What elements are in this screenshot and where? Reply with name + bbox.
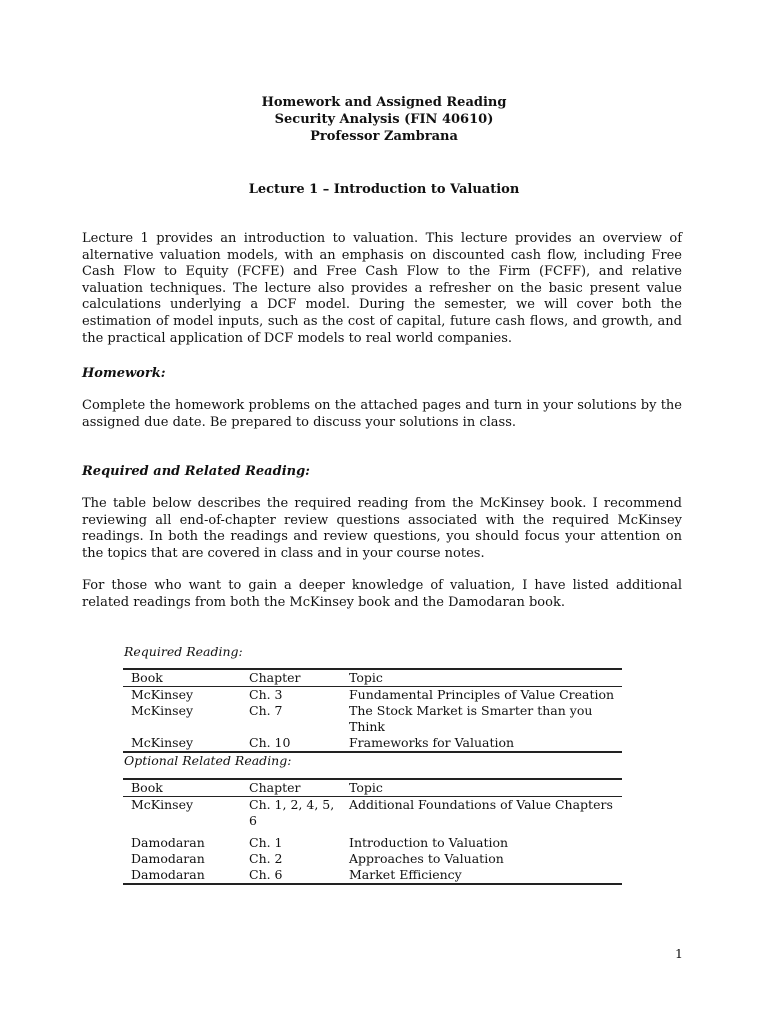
reading-heading: Required and Related Reading: xyxy=(82,464,310,479)
cell-topic: Introduction to Valuation xyxy=(349,835,509,850)
reading-paragraph-1: The table below describes the required reading from the McKinsey book. I recommend reviewing all end-of-chapter review questions associated with the required McKinsey readings. In both the readings and review questions, you should focus your attention on the topics that are covered in class and in your course notes. xyxy=(82,496,682,561)
optional-reading-table xyxy=(123,778,622,885)
column-header-book: Book xyxy=(123,669,241,687)
required-reading-table xyxy=(123,668,622,753)
cell-topic: Approaches to Valuation xyxy=(349,851,504,866)
table-row xyxy=(123,797,622,836)
cell-chapter: Ch. 2 xyxy=(249,851,283,866)
cell-book: McKinsey xyxy=(131,687,194,702)
column-header-topic: Topic xyxy=(341,779,622,797)
table-row xyxy=(123,835,622,851)
lecture-title: Lecture 1 – Introduction to Valuation xyxy=(248,182,520,197)
intro-paragraph: Lecture 1 provides an introduction to valuation. This lecture provides an overview of alternative valuation models, with an emphasis on discounted cash flow, including Free Cash Flow to Equity (FCFE) and Free Cash Flow to the Firm (FCFF), and relative valuation techniques. The lecture also provides a refresher on the basic present value calculations underlying a DCF model. During the semester, we will cover both the estimation of model inputs, such as the cost of capital, future cash flows, and growth, and the practical application of DCF models to real world companies. xyxy=(82,231,682,346)
cell-topic: The Stock Market is Smarter than you Think xyxy=(349,703,593,734)
header-course: Security Analysis (FIN 40610) xyxy=(274,112,494,127)
header-title: Homework and Assigned Reading xyxy=(261,95,507,110)
homework-heading: Homework: xyxy=(82,366,166,381)
cell-book: McKinsey xyxy=(123,735,241,752)
table-row xyxy=(123,687,622,704)
table-row xyxy=(123,867,622,884)
cell-topic: Additional Foundations of Value Chapters xyxy=(349,797,613,812)
page-number: 1 xyxy=(675,946,683,961)
table-row xyxy=(123,703,622,735)
cell-chapter: Ch. 1 xyxy=(249,835,283,850)
column-header-topic: Topic xyxy=(341,669,622,687)
cell-book: McKinsey xyxy=(131,703,194,718)
cell-chapter: Ch. 1, 2, 4, 5, 6 xyxy=(249,797,335,828)
cell-chapter: Ch. 7 xyxy=(249,703,283,718)
optional-reading-caption: Optional Related Reading: xyxy=(124,753,292,768)
table-header-row xyxy=(123,779,622,797)
cell-chapter: Ch. 6 xyxy=(241,867,341,884)
cell-book: Damodaran xyxy=(131,835,205,850)
cell-topic: Fundamental Principles of Value Creation xyxy=(349,687,615,702)
cell-chapter: Ch. 3 xyxy=(249,687,283,702)
column-header-chapter: Chapter xyxy=(241,669,341,687)
table-header-row xyxy=(123,669,622,687)
header-professor: Professor Zambrana xyxy=(310,129,458,144)
table-row xyxy=(123,851,622,867)
cell-chapter: Ch. 10 xyxy=(241,735,341,752)
document-header xyxy=(0,94,768,145)
column-header-book: Book xyxy=(123,779,241,797)
required-reading-caption: Required Reading: xyxy=(124,644,243,659)
column-header-chapter: Chapter xyxy=(241,779,341,797)
cell-topic: Market Efficiency xyxy=(341,867,622,884)
cell-book: McKinsey xyxy=(131,797,194,812)
homework-paragraph: Complete the homework problems on the attached pages and turn in your solutions by the assigned due date. Be prepared to discuss your solutions in class. xyxy=(82,398,682,430)
cell-book: Damodaran xyxy=(123,867,241,884)
reading-paragraph-2: For those who want to gain a deeper knowledge of valuation, I have listed additional related readings from both the McKinsey book and the Damodaran book. xyxy=(82,578,682,610)
cell-topic: Frameworks for Valuation xyxy=(341,735,622,752)
table-row xyxy=(123,735,622,752)
cell-book: Damodaran xyxy=(131,851,205,866)
